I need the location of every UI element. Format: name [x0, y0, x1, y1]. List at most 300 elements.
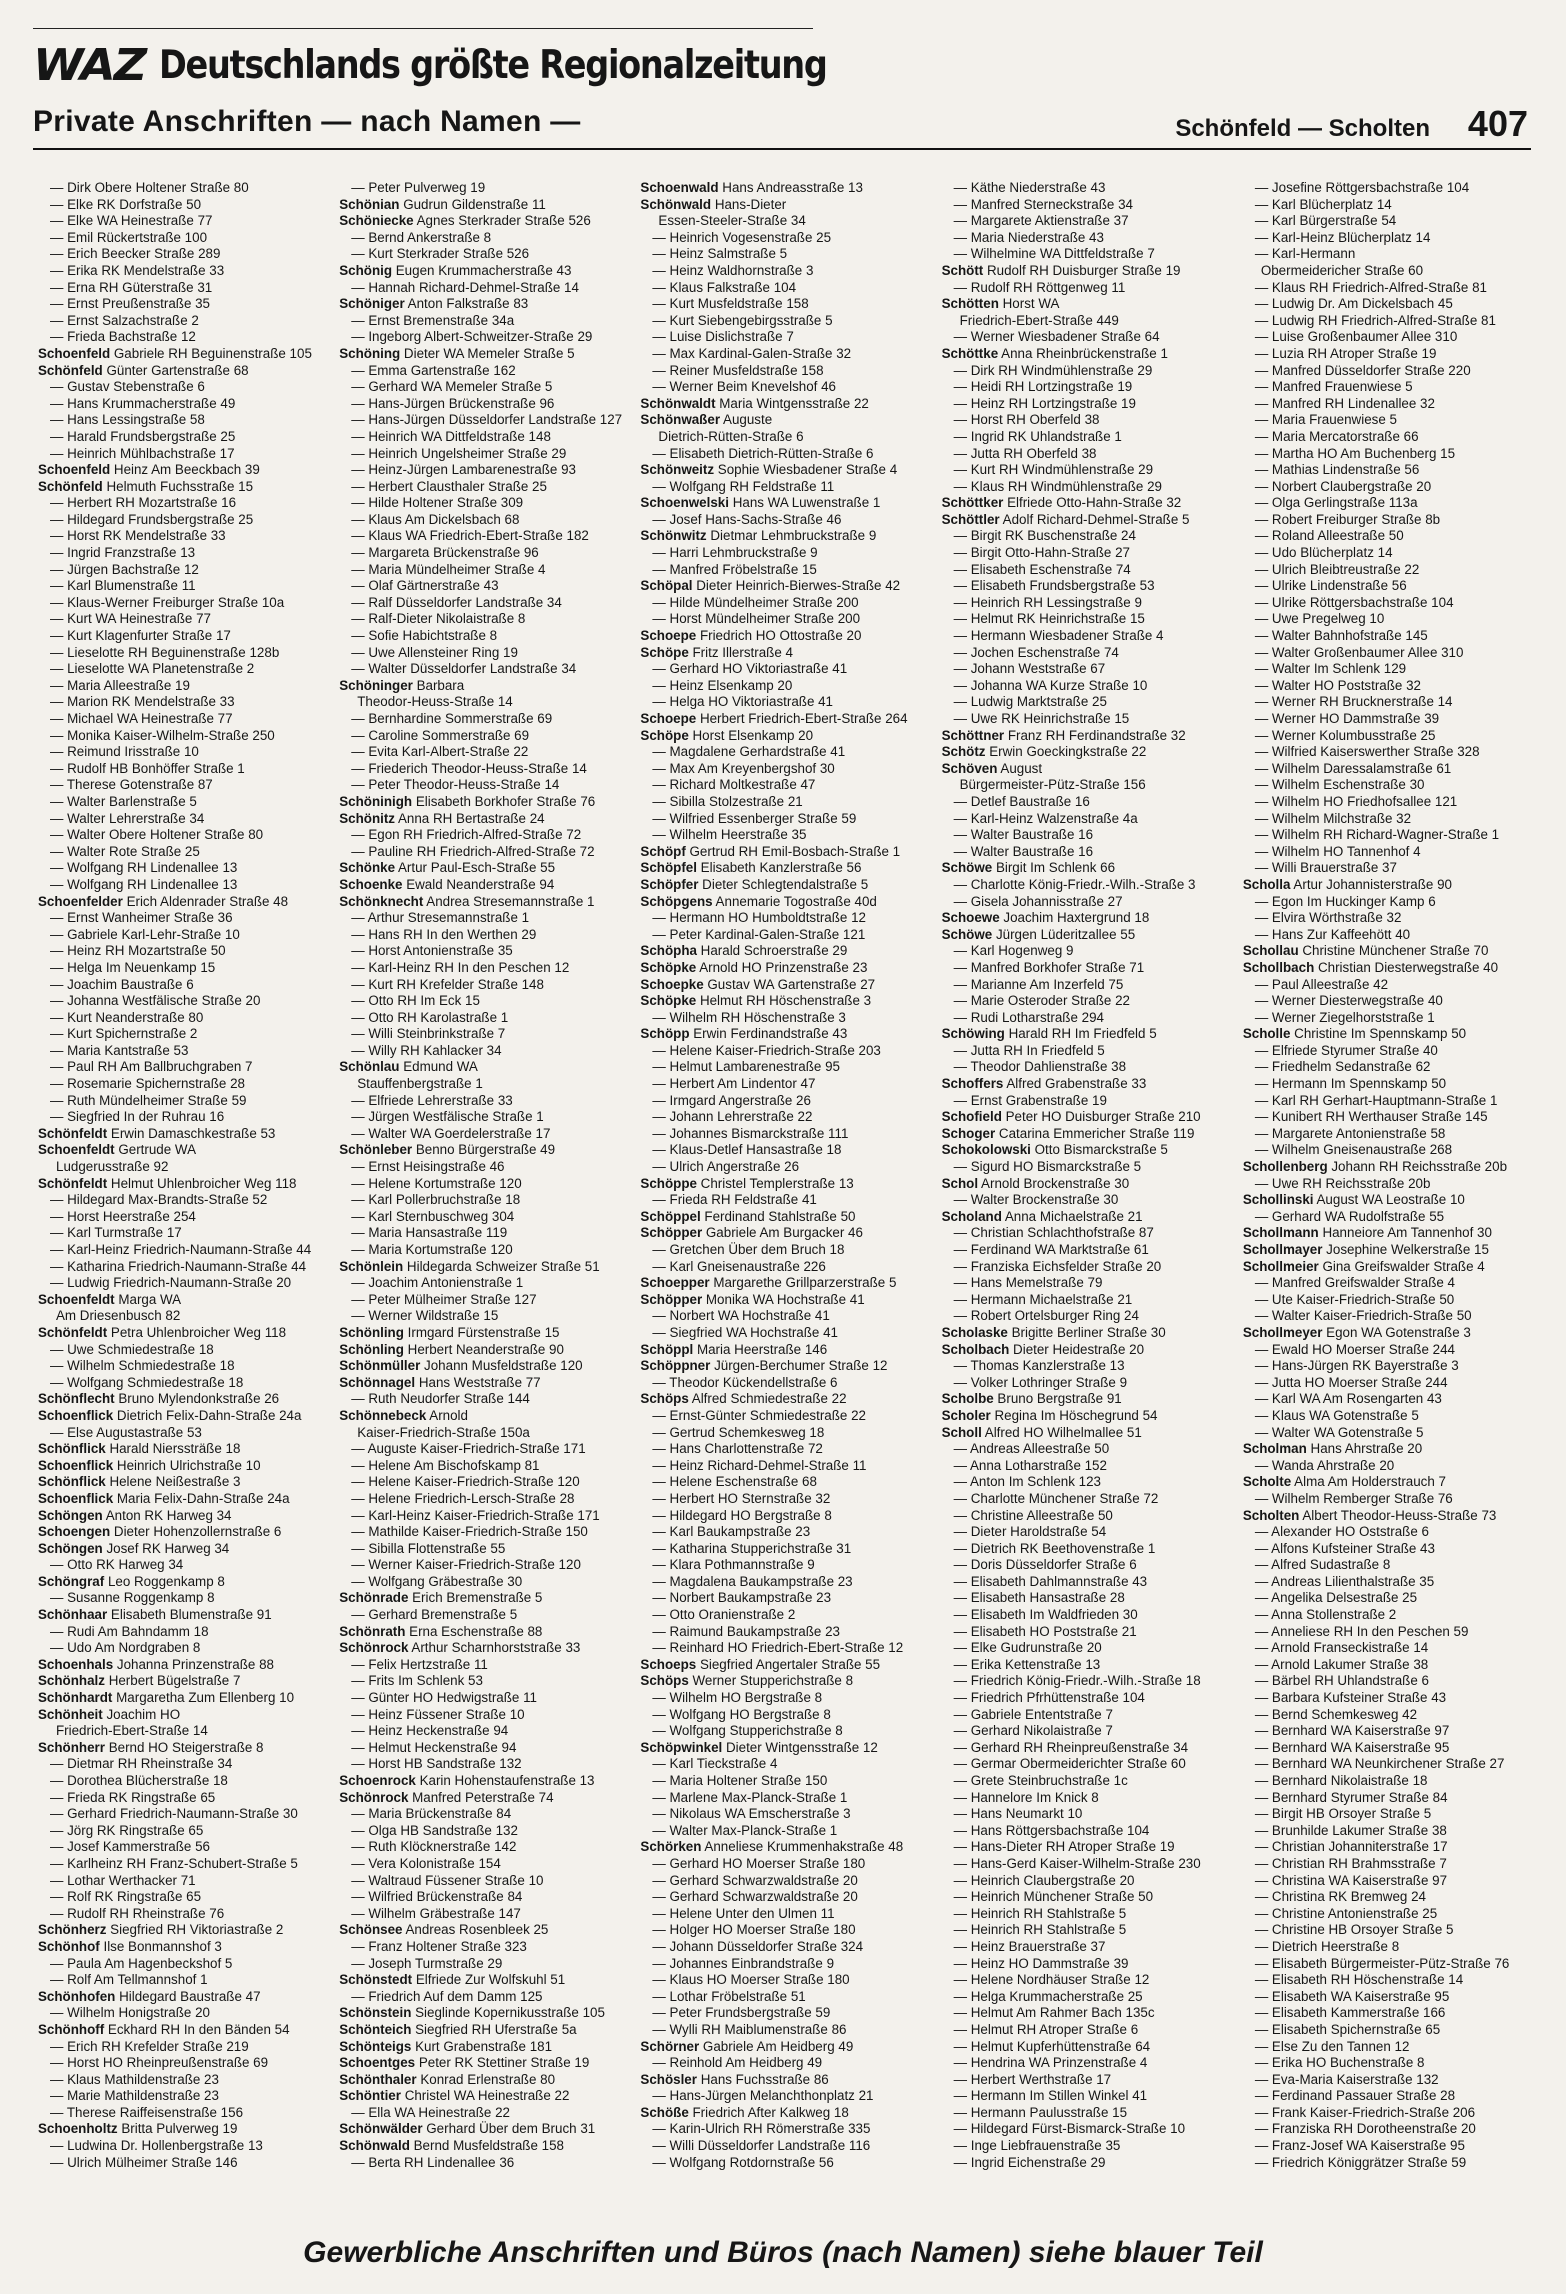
listing-entry: — Alfons Kufsteiner Straße 43 [1254, 1540, 1435, 1556]
surname: Schoepke [640, 976, 704, 992]
listing-entry-main [38, 2022, 331, 2039]
surname: Schönfeld [38, 478, 103, 494]
listing-entry: — Erich Beecker Straße 289 [50, 246, 221, 262]
surname: Scholla [1242, 876, 1291, 892]
listing-entry: — Horst HB Sandstraße 132 [351, 1756, 522, 1772]
listing-entry: — Klaus HO Moerser Straße 180 [652, 1972, 850, 1988]
listing-entry: — Johanna WA Kurze Straße 10 [953, 677, 1148, 693]
listing-entry: — Kurt Neanderstraße 80 [50, 1009, 204, 1025]
listing-entry: — Therese Raiffeisenstraße 156 [50, 2104, 244, 2120]
entry-details: Ferdinand Stahlstraße 50 [700, 1208, 856, 1224]
listing-entry: — Birgit RK Buschenstraße 24 [953, 528, 1136, 544]
surname: Schönhofen [38, 1988, 116, 2004]
listing-entry: — Ralf Düsseldorfer Landstraße 34 [351, 594, 562, 610]
listing-entry: — Elisabeth Im Waldfrieden 30 [953, 1607, 1138, 1623]
surname: Schönleber [339, 1142, 413, 1158]
entry-details: August [997, 760, 1043, 776]
listing-entry: — Jutta RH Oberfeld 38 [953, 445, 1097, 461]
surname: Schöpper [640, 1291, 703, 1307]
entry-details: Konrad Erlenstraße 80 [416, 2071, 556, 2087]
entry-details: Barbara [412, 677, 465, 693]
listing-entry-main [339, 811, 632, 828]
listing-entry: — Jutta HO Moerser Straße 244 [1254, 1374, 1448, 1390]
listing-entry: — Joachim Baustraße 6 [50, 976, 194, 992]
listing-entry-main [339, 1773, 632, 1790]
surname: Schönig [339, 262, 393, 278]
listing-entry: — Ralf-Dieter Nikolaistraße 8 [351, 611, 526, 627]
listing-entry: — Wilhelmine WA Dittfeldstraße 7 [953, 246, 1155, 262]
listing-entry: — Bernhard WA Kaiserstraße 95 [1254, 1739, 1450, 1755]
listing-entry: — Karl-Heinz Friedrich-Naumann-Straße 44 [50, 1242, 312, 1257]
listing-entry: — Werner Kaiser-Friedrich-Straße 120 [351, 1557, 581, 1573]
listing-entry: — Walter Im Schlenk 129 [1254, 661, 1407, 677]
listing-entry-main [339, 678, 632, 695]
listing-entry-main [339, 1624, 632, 1641]
entry-details: Johanna Prinzenstraße 88 [113, 1656, 274, 1672]
listing-entry-main [1243, 1159, 1536, 1176]
listing-entry-main [640, 1209, 933, 1226]
listing-entry-main [942, 1408, 1235, 1425]
entry-details: August WA Leostraße 10 [1313, 1192, 1465, 1208]
listing-entry: — Helene Kaiser-Friedrich-Straße 120 [351, 1474, 580, 1490]
listing-entry-main [640, 1275, 933, 1292]
surname: Schoenke [339, 876, 403, 892]
surname: Schönfeldt [38, 1324, 108, 1340]
listing-entry: — Werner RH Brucknerstraße 14 [1254, 694, 1453, 710]
surname: Schoentges [339, 2055, 416, 2071]
surname: Schönfeld [38, 362, 103, 378]
surname: Schoenwelski [640, 495, 729, 511]
listing-entry: — Hans Krummacherstraße 49 [50, 395, 236, 411]
listing-entry: — Helene Friedrich-Lersch-Straße 28 [351, 1490, 575, 1506]
surname: Schönlau [339, 1059, 400, 1075]
listing-entry: — Harri Lehmbruckstraße 9 [652, 545, 818, 561]
entry-details: Anton RK Harweg 34 [102, 1507, 232, 1523]
surname: Schönhof [38, 1938, 100, 1954]
surname: Schöttner [941, 727, 1005, 743]
listing-entry: — Maria Frauenwiese 5 [1254, 412, 1397, 428]
listing-entry: — Wolfgang Stupperichstraße 8 [652, 1723, 843, 1739]
listing-entry-main [1243, 1508, 1536, 1525]
listing-entry-main [339, 1922, 632, 1939]
listing-entry: — Angelika Delsestraße 25 [1254, 1590, 1418, 1606]
listing-entry: — Johanna Westfälische Straße 20 [50, 993, 261, 1009]
entry-details: Günter Gartenstraße 68 [102, 362, 249, 378]
listing-entry: — Christina RK Bremweg 24 [1254, 1889, 1426, 1905]
listing-entry: — Walter Lehrerstraße 34 [50, 810, 205, 826]
listing-column [339, 180, 632, 2170]
listing-entry: — Horst RH Oberfeld 38 [953, 412, 1100, 428]
surname: Schokolowski [941, 1142, 1031, 1158]
surname: Schöniecke [339, 213, 414, 229]
listing-entry: — Andreas Lilienthalstraße 35 [1254, 1573, 1435, 1589]
listing-entry: — Walter Baustraße 16 [953, 843, 1094, 859]
listing-entry: — Frieda RH Feldstraße 41 [652, 1192, 817, 1208]
listing-entry: — Marie Osteroder Straße 22 [953, 993, 1130, 1009]
listing-entry: — Wilfried Essenberger Straße 59 [652, 810, 857, 826]
listing-entry-main [942, 1176, 1235, 1193]
listing-entry-main [942, 1109, 1235, 1126]
listing-entry: — Christian Johanniterstraße 17 [1254, 1839, 1448, 1855]
listing-entry-main [640, 993, 933, 1010]
listing-entry: — Raimund Baukampstraße 23 [652, 1623, 840, 1639]
listing-entry: — Ferdinand Passauer Straße 28 [1254, 2088, 1456, 2104]
entry-details: Franz RH Ferdinandstraße 32 [1004, 727, 1186, 743]
entry-details: Anton Falkstraße 83 [404, 296, 529, 312]
surname: Scholle [1242, 1026, 1291, 1042]
listing-entry: — Elke WA Heinestraße 77 [50, 213, 213, 229]
listing-entry: — Germar Obermeiderichter Straße 60 [953, 1756, 1186, 1772]
listing-entry: — Ingrid Eichenstraße 29 [953, 2154, 1106, 2170]
listing-entry: — Luzia RH Atroper Straße 19 [1254, 345, 1437, 361]
entry-details: Anna Michaelstraße 21 [1001, 1208, 1143, 1224]
surname: Schoeps [640, 1656, 697, 1672]
listing-entry: — Gerhard Schwarzwaldstraße 20 [652, 1889, 858, 1905]
listing-entry: — Helga Krummacherstraße 25 [953, 1988, 1143, 2004]
listing-entry: — Thomas Kanzlerstraße 13 [953, 1358, 1125, 1374]
listing-entry-main [1243, 960, 1536, 977]
surname: Schöße [640, 2104, 689, 2120]
listing-entry: — Christine Antonienstraße 25 [1254, 1905, 1438, 1921]
surname: Schösler [640, 2071, 697, 2087]
listing-entry: — Ernst Salzachstraße 2 [50, 312, 199, 328]
entry-details: Gabriele Am Heidberg 49 [699, 2038, 854, 2054]
listing-entry: Obermeidericher Straße 60 [1260, 262, 1424, 278]
entry-details: Adolf Richard-Dehmel-Straße 5 [999, 511, 1190, 527]
surname: Schoewe [941, 910, 1000, 926]
entry-details: Margarethe Grillparzerstraße 5 [709, 1275, 897, 1291]
listing-entry: — Klaus Mathildenstraße 23 [50, 2071, 219, 2087]
entry-details: Regina Im Höschegrund 54 [990, 1407, 1158, 1423]
listing-entry: — Felix Hertzstraße 11 [351, 1656, 488, 1672]
listing-entry: — Arnold Lakumer Straße 38 [1254, 1656, 1429, 1672]
listing-entry: — Ute Kaiser-Friedrich-Straße 50 [1254, 1291, 1455, 1307]
listing-entry: — Wilhelm RH Höschenstraße 3 [652, 1009, 846, 1025]
listing-entry: — Ulrike Lindenstraße 56 [1254, 578, 1407, 594]
listing-entry: — Horst RK Mendelstraße 33 [50, 528, 226, 544]
listing-entry: — Grete Steinbruchstraße 1c [953, 1773, 1128, 1788]
listing-entry: — Robert Ortelsburger Ring 24 [953, 1308, 1139, 1324]
entry-details: Joachim Haxtergrund 18 [999, 910, 1150, 926]
surname: Schoenflick [38, 1457, 114, 1473]
surname: Schollenberg [1242, 1159, 1328, 1175]
listing-entry: — Christian Schlachthofstraße 87 [953, 1225, 1154, 1241]
listing-entry: — Helene Am Bischofskamp 81 [351, 1457, 540, 1473]
listing-entry: — Helmut RK Heinrichstraße 15 [953, 611, 1145, 627]
listing-entry: — Christian RH Brahmsstraße 7 [1254, 1855, 1447, 1871]
listing-entry-main [38, 1690, 331, 1707]
listing-entry: — Horst Heerstraße 254 [50, 1208, 196, 1224]
listing-entry: — Ulrich Bleibtreustraße 22 [1254, 561, 1420, 577]
listing-entry: — Friedrich Königgrätzer Straße 59 [1254, 2154, 1467, 2170]
listing-entry-main [640, 1026, 933, 1043]
listing-entry: — Reinhard HO Friedrich-Ebert-Straße 12 [652, 1640, 904, 1656]
surname: Schöpwinkel [640, 1739, 723, 1755]
listing-entry: Friedrich-Ebert-Straße 449 [959, 312, 1119, 328]
listing-entry-main [942, 744, 1235, 761]
listing-entry-main [38, 1707, 331, 1724]
listing-entry-main [339, 1790, 632, 1807]
listing-entry: — Hildegard HO Bergstraße 8 [652, 1507, 832, 1523]
listing-entry: — Walter Baustraße 16 [953, 827, 1094, 843]
listing-entry: Dietrich-Rütten-Straße 6 [658, 428, 804, 444]
surname: Schötten [941, 296, 999, 312]
listing-entry-main [640, 462, 933, 479]
surname: Schoepe [640, 711, 697, 726]
newspaper-logo: WAZ [33, 39, 146, 91]
listing-entry: — Emil Rückertstraße 100 [50, 229, 208, 245]
listing-entry: — Ewald HO Moerser Straße 244 [1254, 1341, 1455, 1357]
listing-entry: — Hans-Jürgen Melanchthonplatz 21 [652, 2088, 874, 2104]
entry-details: Friedrich HO Ottostraße 20 [696, 628, 862, 644]
listing-entry-main [38, 894, 331, 911]
listing-entry: — Karlheinz RH Franz-Schubert-Straße 5 [50, 1855, 298, 1871]
listing-entry: — Heinz Heckenstraße 94 [351, 1723, 509, 1739]
listing-entry: — Erika Kettenstraße 13 [953, 1656, 1101, 1672]
listing-entry: — Marianne Am Inzerfeld 75 [953, 976, 1124, 992]
listing-entry: — Horst Mündelheimer Straße 200 [652, 611, 861, 627]
listing-entry-main [942, 346, 1235, 363]
entry-details: Andreas Rosenbleek 25 [402, 1922, 549, 1938]
listing-entry: — Barbara Kufsteiner Straße 43 [1254, 1690, 1447, 1706]
listing-entry: — Hildegard Max-Brandts-Straße 52 [50, 1192, 268, 1208]
listing-entry: Bürgermeister-Pütz-Straße 156 [959, 777, 1146, 793]
listing-entry: — Marlene Max-Planck-Straße 1 [652, 1789, 848, 1805]
surname: Schönitz [339, 810, 395, 826]
listing-entry-main [339, 2138, 632, 2155]
listing-entry: — Theodor Dahlienstraße 38 [953, 1059, 1127, 1075]
listing-entry: Theodor-Heuss-Straße 14 [357, 694, 513, 710]
listing-entry: — Else Zu den Tannen 12 [1254, 2038, 1410, 2054]
listing-entry: — Karl Turmstraße 17 [50, 1225, 182, 1241]
listing-entry: — Charlotte Münchener Straße 72 [953, 1490, 1159, 1506]
listing-entry: — Wilhelm Heerstraße 35 [652, 827, 807, 843]
surname: Schöning [339, 345, 401, 361]
listing-entry: — Olga Gerlingstraße 113a [1254, 495, 1418, 511]
listing-entry: — Klaus RH Friedrich-Alfred-Straße 81 [1254, 279, 1487, 295]
listing-entry: — Hilde Holtener Straße 309 [351, 495, 524, 511]
entry-details: Erna Eschenstraße 88 [405, 1623, 543, 1639]
listing-entry: — Manfred Fröbelstraße 15 [652, 561, 817, 577]
surname: Schoenrock [339, 1773, 416, 1788]
surname: Schönian [339, 196, 400, 212]
listing-entry: — Luise Großenbaumer Allee 310 [1254, 329, 1458, 345]
surname: Schöpf [640, 843, 686, 859]
surname: Schöppl [640, 1341, 694, 1357]
listing-entry: — Inge Liebfrauenstraße 35 [953, 2138, 1121, 2154]
surname: Schofield [941, 1109, 1002, 1125]
listing-entry: — Klaus-Werner Freiburger Straße 10a [50, 594, 285, 610]
listing-entry: — Ruth Klöcknerstraße 142 [351, 1839, 517, 1855]
entry-details: Artur Paul-Esch-Straße 55 [395, 860, 556, 876]
entry-details: Irmgard Fürstenstraße 15 [403, 1324, 560, 1340]
listing-entry: — Rudi Am Bahndamm 18 [50, 1623, 209, 1639]
listing-entry: — Margarete Aktienstraße 37 [953, 213, 1129, 229]
listing-entry: — Rolf RK Ringstraße 65 [50, 1889, 202, 1905]
listing-entry-main [640, 977, 933, 994]
listing-entry: — Heinz Brauerstraße 37 [953, 1938, 1106, 1954]
newspaper-tagline: Deutschlands größte Regionalzeitung [159, 42, 827, 88]
listing-entry: — Friederich Theodor-Heuss-Straße 14 [351, 760, 587, 776]
entry-details: Harald Schroerstraße 29 [696, 943, 848, 959]
listing-entry: — Auguste Kaiser-Friedrich-Straße 171 [351, 1441, 586, 1457]
listing-entry: — Else Augustastraße 53 [50, 1424, 202, 1440]
listing-entry: — Ulrich Angerstraße 26 [652, 1159, 800, 1175]
entry-details: Heinz Am Beeckbach 39 [110, 462, 260, 478]
listing-entry: — Otto RH Im Eck 15 [351, 993, 480, 1009]
listing-entry: — Gerhard Nikolaistraße 7 [953, 1723, 1113, 1739]
surname: Schollbach [1242, 959, 1315, 975]
listing-entry: — Paula Am Hagenbeckshof 5 [50, 1955, 233, 1971]
listing-entry: — Christina WA Kaiserstraße 97 [1254, 1872, 1448, 1888]
listing-entry: — Walter Kaiser-Friedrich-Straße 50 [1254, 1308, 1472, 1324]
listing-entry: — Wilhelm Gräbestraße 147 [351, 1905, 521, 1921]
listing-entry: — Holger HO Moerser Straße 180 [652, 1922, 856, 1938]
listing-column [942, 180, 1235, 2170]
listing-entry: — Friedrich Pfrhüttenstraße 104 [953, 1690, 1145, 1706]
listing-entry: — Gustav Stebenstraße 6 [50, 379, 205, 395]
listing-entry: — Heinz-Jürgen Lambarenestraße 93 [351, 462, 576, 478]
listing-entry: — Karl Pollerbruchstraße 18 [351, 1192, 521, 1208]
entry-details: Hans Weststraße 77 [415, 1374, 541, 1390]
listing-entry: — Peter Mülheimer Straße 127 [351, 1291, 537, 1307]
surname: Schöpfer [640, 876, 699, 892]
entry-details: Bernd HO Steigerstraße 8 [104, 1739, 264, 1755]
entry-details: Margaretha Zum Ellenberg 10 [112, 1690, 295, 1706]
entry-details: Hans Fuchsstraße 86 [696, 2071, 829, 2087]
surname: Schöngen [38, 1540, 103, 1556]
listing-entry: — Hannelore Im Knick 8 [953, 1789, 1099, 1805]
listing-entry-main [942, 1209, 1235, 1226]
listing-entry: — Elisabeth RH Höschenstraße 14 [1254, 1972, 1464, 1988]
listing-entry: — Heinz Richard-Dehmel-Straße 11 [652, 1457, 867, 1473]
listing-entry: — Walter Düsseldorfer Landstraße 34 [351, 661, 577, 677]
listing-entry-main [640, 728, 933, 745]
listing-entry: — Roland Alleestraße 50 [1254, 528, 1404, 544]
surname: Schönflick [38, 1474, 106, 1490]
listing-entry: — Hans Lessingstraße 58 [50, 412, 205, 428]
entry-details: Peter HO Duisburger Straße 210 [1001, 1109, 1201, 1125]
entry-details: Helmut RH Höschenstraße 3 [696, 993, 872, 1009]
entry-details: Otto Bismarckstraße 5 [1030, 1142, 1168, 1158]
listing-entry: — Hermann Michaelstraße 21 [953, 1291, 1133, 1307]
listing-entry-main [942, 910, 1235, 927]
listing-entry: — Frank Kaiser-Friedrich-Straße 206 [1254, 2104, 1476, 2120]
listing-entry: — Frits Im Schlenk 53 [351, 1673, 483, 1689]
listing-entry-main [640, 180, 933, 197]
listing-entry: — Hans-Dieter RH Atroper Straße 19 [953, 1839, 1175, 1855]
entry-details: Ilse Bonmannshof 3 [99, 1938, 222, 1954]
surname: Schoffers [941, 1076, 1004, 1092]
entry-details: Arthur Scharnhorststraße 33 [408, 1640, 581, 1656]
listing-entry-main [640, 894, 933, 911]
listing-entry: — Walter HO Poststraße 32 [1254, 677, 1421, 693]
listing-entry: — Walter Rote Straße 25 [50, 843, 200, 859]
listing-entry: — Wilhelm HO Friedhofsallee 121 [1254, 793, 1458, 809]
listing-entry: — Monika Kaiser-Wilhelm-Straße 250 [50, 727, 275, 743]
listing-entry-main [38, 1391, 331, 1408]
listing-entry-main [339, 2039, 632, 2056]
listing-entry: — Bernd Schemkesweg 42 [1254, 1706, 1418, 1722]
listing-entry-main [339, 794, 632, 811]
surname: Schöngen [38, 1507, 103, 1523]
listing-entry-main [339, 894, 632, 911]
listing-entry: — Ingrid RK Uhlandstraße 1 [953, 428, 1122, 444]
listing-entry: — Karl-Heinz Walzenstraße 4a [953, 810, 1138, 826]
listing-entry: — Bernhard Nikolaistraße 18 [1254, 1773, 1428, 1788]
listing-entry: — Theodor Kückendellstraße 6 [652, 1374, 838, 1390]
entry-details: Gertrude WA [114, 1142, 196, 1158]
surname: Schöpgens [640, 893, 713, 909]
listing-entry: — Luise Dislichstraße 7 [652, 329, 794, 345]
listing-entry-main [640, 1657, 933, 1674]
listing-entry: — Karl-Heinz RH In den Peschen 12 [351, 959, 570, 975]
surname: Schoenflick [38, 1490, 114, 1506]
surname: Schoenholtz [38, 2121, 118, 2137]
entry-details: Erwin Damaschkestraße 53 [107, 1125, 276, 1141]
listing-entry: — Karl Hogenweg 9 [953, 943, 1074, 959]
listing-entry: — Lieselotte RH Beguinenstraße 128b [50, 644, 280, 660]
listing-entry-main [38, 1508, 331, 1525]
surname: Schollau [1242, 943, 1299, 959]
listing-entry: — Rudolf RH Röttgenweg 11 [953, 279, 1126, 295]
listing-entry: — Kurt RH Krefelder Straße 148 [351, 976, 544, 992]
surname: Schönfeldt [38, 1125, 108, 1141]
listing-entry-main [339, 1358, 632, 1375]
listing-entry: — Otto RH Karolastraße 1 [351, 1009, 509, 1025]
listing-entry: — Udo Blücherplatz 14 [1254, 545, 1393, 561]
listing-entry-main [339, 1325, 632, 1342]
listing-entry-main [942, 263, 1235, 280]
entry-details: Alma Am Holderstrauch 7 [1291, 1474, 1446, 1490]
surname: Schönthaler [339, 2071, 417, 2087]
listing-entry-main [640, 844, 933, 861]
entry-details: Christel WA Heinestraße 22 [400, 2088, 570, 2104]
entry-details: Hanneiore Am Tannenhof 30 [1318, 1225, 1492, 1241]
surname: Scholbe [941, 1391, 994, 1407]
listing-entry: — Wylli RH Maiblumenstraße 86 [652, 2021, 847, 2037]
listing-entry: — Helmut Am Rahmer Bach 135c [953, 2005, 1155, 2021]
surname: Schoenhals [38, 1656, 114, 1672]
listing-entry-main [942, 1342, 1235, 1359]
surname: Schönherr [38, 1739, 105, 1755]
listing-entry: — Dietmar RH Rheinstraße 34 [50, 1756, 233, 1772]
listing-entry-main [640, 860, 933, 877]
surname: Schöwe [941, 860, 993, 876]
listing-entry-main [38, 1740, 331, 1757]
listing-entry: — Manfred Düsseldorfer Straße 220 [1254, 362, 1471, 378]
listing-entry: — Magdalena Baukampstraße 23 [652, 1573, 853, 1589]
entry-details: Petra Uhlenbroicher Weg 118 [107, 1324, 287, 1340]
surname: Schöpke [640, 993, 697, 1009]
listing-entry: — Heinrich Mühlbachstraße 17 [50, 445, 235, 461]
surname: Schönteich [339, 2021, 412, 2037]
listing-entry-main [38, 1458, 331, 1475]
surname: Schoenfeldt [38, 1142, 115, 1158]
listing-entry-main [38, 1325, 331, 1342]
listing-entry: — Rolf Am Tellmannshof 1 [50, 1972, 208, 1988]
listing-entry: — Hans Röttgersbachstraße 104 [953, 1822, 1150, 1838]
surname: Schönke [339, 860, 396, 876]
listing-entry-main [942, 728, 1235, 745]
listing-entry-main [38, 1922, 331, 1939]
listing-entry: — Karl-Hermann [1254, 246, 1356, 262]
listing-entry-main [640, 1673, 933, 1690]
listing-entry: — Gisela Johannisstraße 27 [953, 893, 1123, 909]
listing-entry-main [38, 479, 331, 496]
listing-entry: — Lothar Fröbelstraße 51 [652, 1988, 806, 2004]
entry-details: Hans Andreasstraße 13 [718, 180, 863, 195]
